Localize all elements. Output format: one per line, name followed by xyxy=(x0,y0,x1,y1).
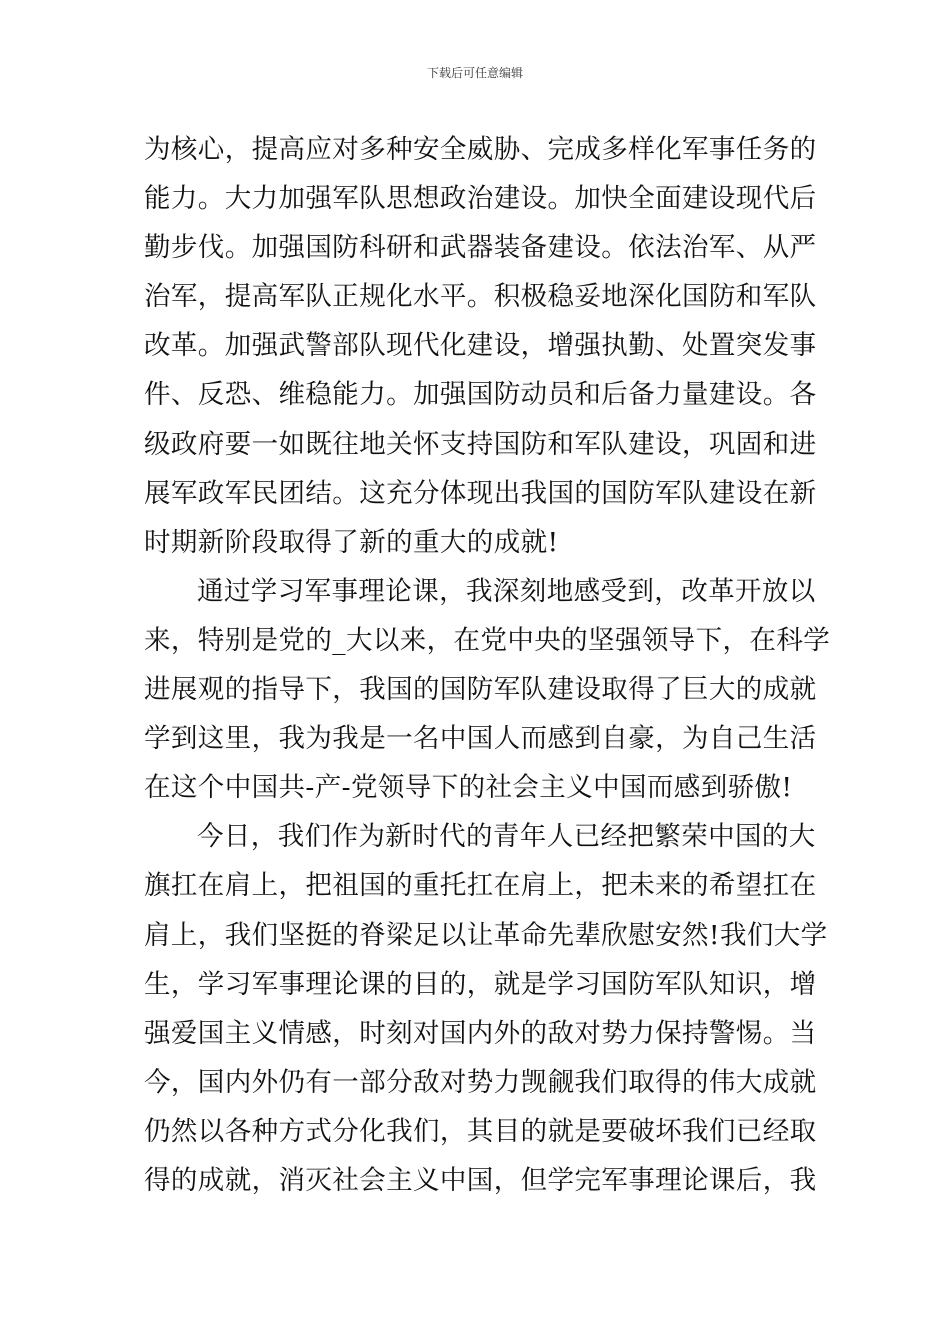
paragraph-2 xyxy=(144,567,831,812)
text-line: 肩上，我们坚挺的脊梁足以让革命先辈欣慰安然!我们大学 xyxy=(144,919,828,951)
text-line: 来，特别是党的_大以来，在党中央的坚强领导下，在科学 xyxy=(144,624,831,656)
page-header: 下载后可任意编辑 xyxy=(426,66,523,80)
text-line: 件、反恐、维稳能力。加强国防动员和后备力量建设。各 xyxy=(144,379,817,411)
text-line: 在这个中国共-产-党领导下的社会主义中国而感到骄傲! xyxy=(144,772,793,804)
paragraph-3 xyxy=(144,812,828,1205)
text-line: 改革。加强武警部队现代化建设，增强执勤、处置突发事 xyxy=(144,330,817,362)
text-line: 时期新阶段取得了新的重大的成就! xyxy=(144,526,559,558)
text-line: 仍然以各种方式分化我们，其目的就是要破坏我们已经取 xyxy=(144,1115,817,1147)
document-body xyxy=(144,125,831,1205)
text-line: 通过学习军事理论课，我深刻地感受到，改革开放以 xyxy=(197,575,816,607)
text-line: 今日，我们作为新时代的青年人已经把繁荣中国的大 xyxy=(197,821,816,853)
text-line: 为核心，提高应对多种安全威胁、完成多样化军事任务的 xyxy=(144,134,817,165)
text-line: 生，学习军事理论课的目的，就是学习国防军队知识，增 xyxy=(144,968,817,1000)
text-line: 能力。大力加强军队思想政治建设。加快全面建设现代后 xyxy=(144,183,817,215)
text-line: 勤步伐。加强国防科研和武器装备建设。依法治军、从严 xyxy=(144,232,817,264)
paragraph-1 xyxy=(144,125,817,567)
text-line: 强爱国主义情感，时刻对国内外的敌对势力保持警惕。当 xyxy=(144,1017,817,1049)
text-line: 学到这里，我为我是一名中国人而感到自豪，为自己生活 xyxy=(144,723,817,755)
text-line: 进展观的指导下，我国的国防军队建设取得了巨大的成就 xyxy=(144,674,817,706)
text-line: 今，国内外仍有一部分敌对势力觊觎我们取得的伟大成就 xyxy=(144,1066,817,1098)
text-line: 级政府要一如既往地关怀支持国防和军队建设，巩固和进 xyxy=(144,428,817,460)
text-line: 旗扛在肩上，把祖国的重托扛在肩上，把未来的希望扛在 xyxy=(144,870,817,902)
text-line: 得的成就，消灭社会主义中国，但学完军事理论课后，我 xyxy=(144,1164,817,1196)
text-line: 展军政军民团结。这充分体现出我国的国防军队建设在新 xyxy=(144,477,817,509)
text-line: 治军，提高军队正规化水平。积极稳妥地深化国防和军队 xyxy=(144,281,817,313)
